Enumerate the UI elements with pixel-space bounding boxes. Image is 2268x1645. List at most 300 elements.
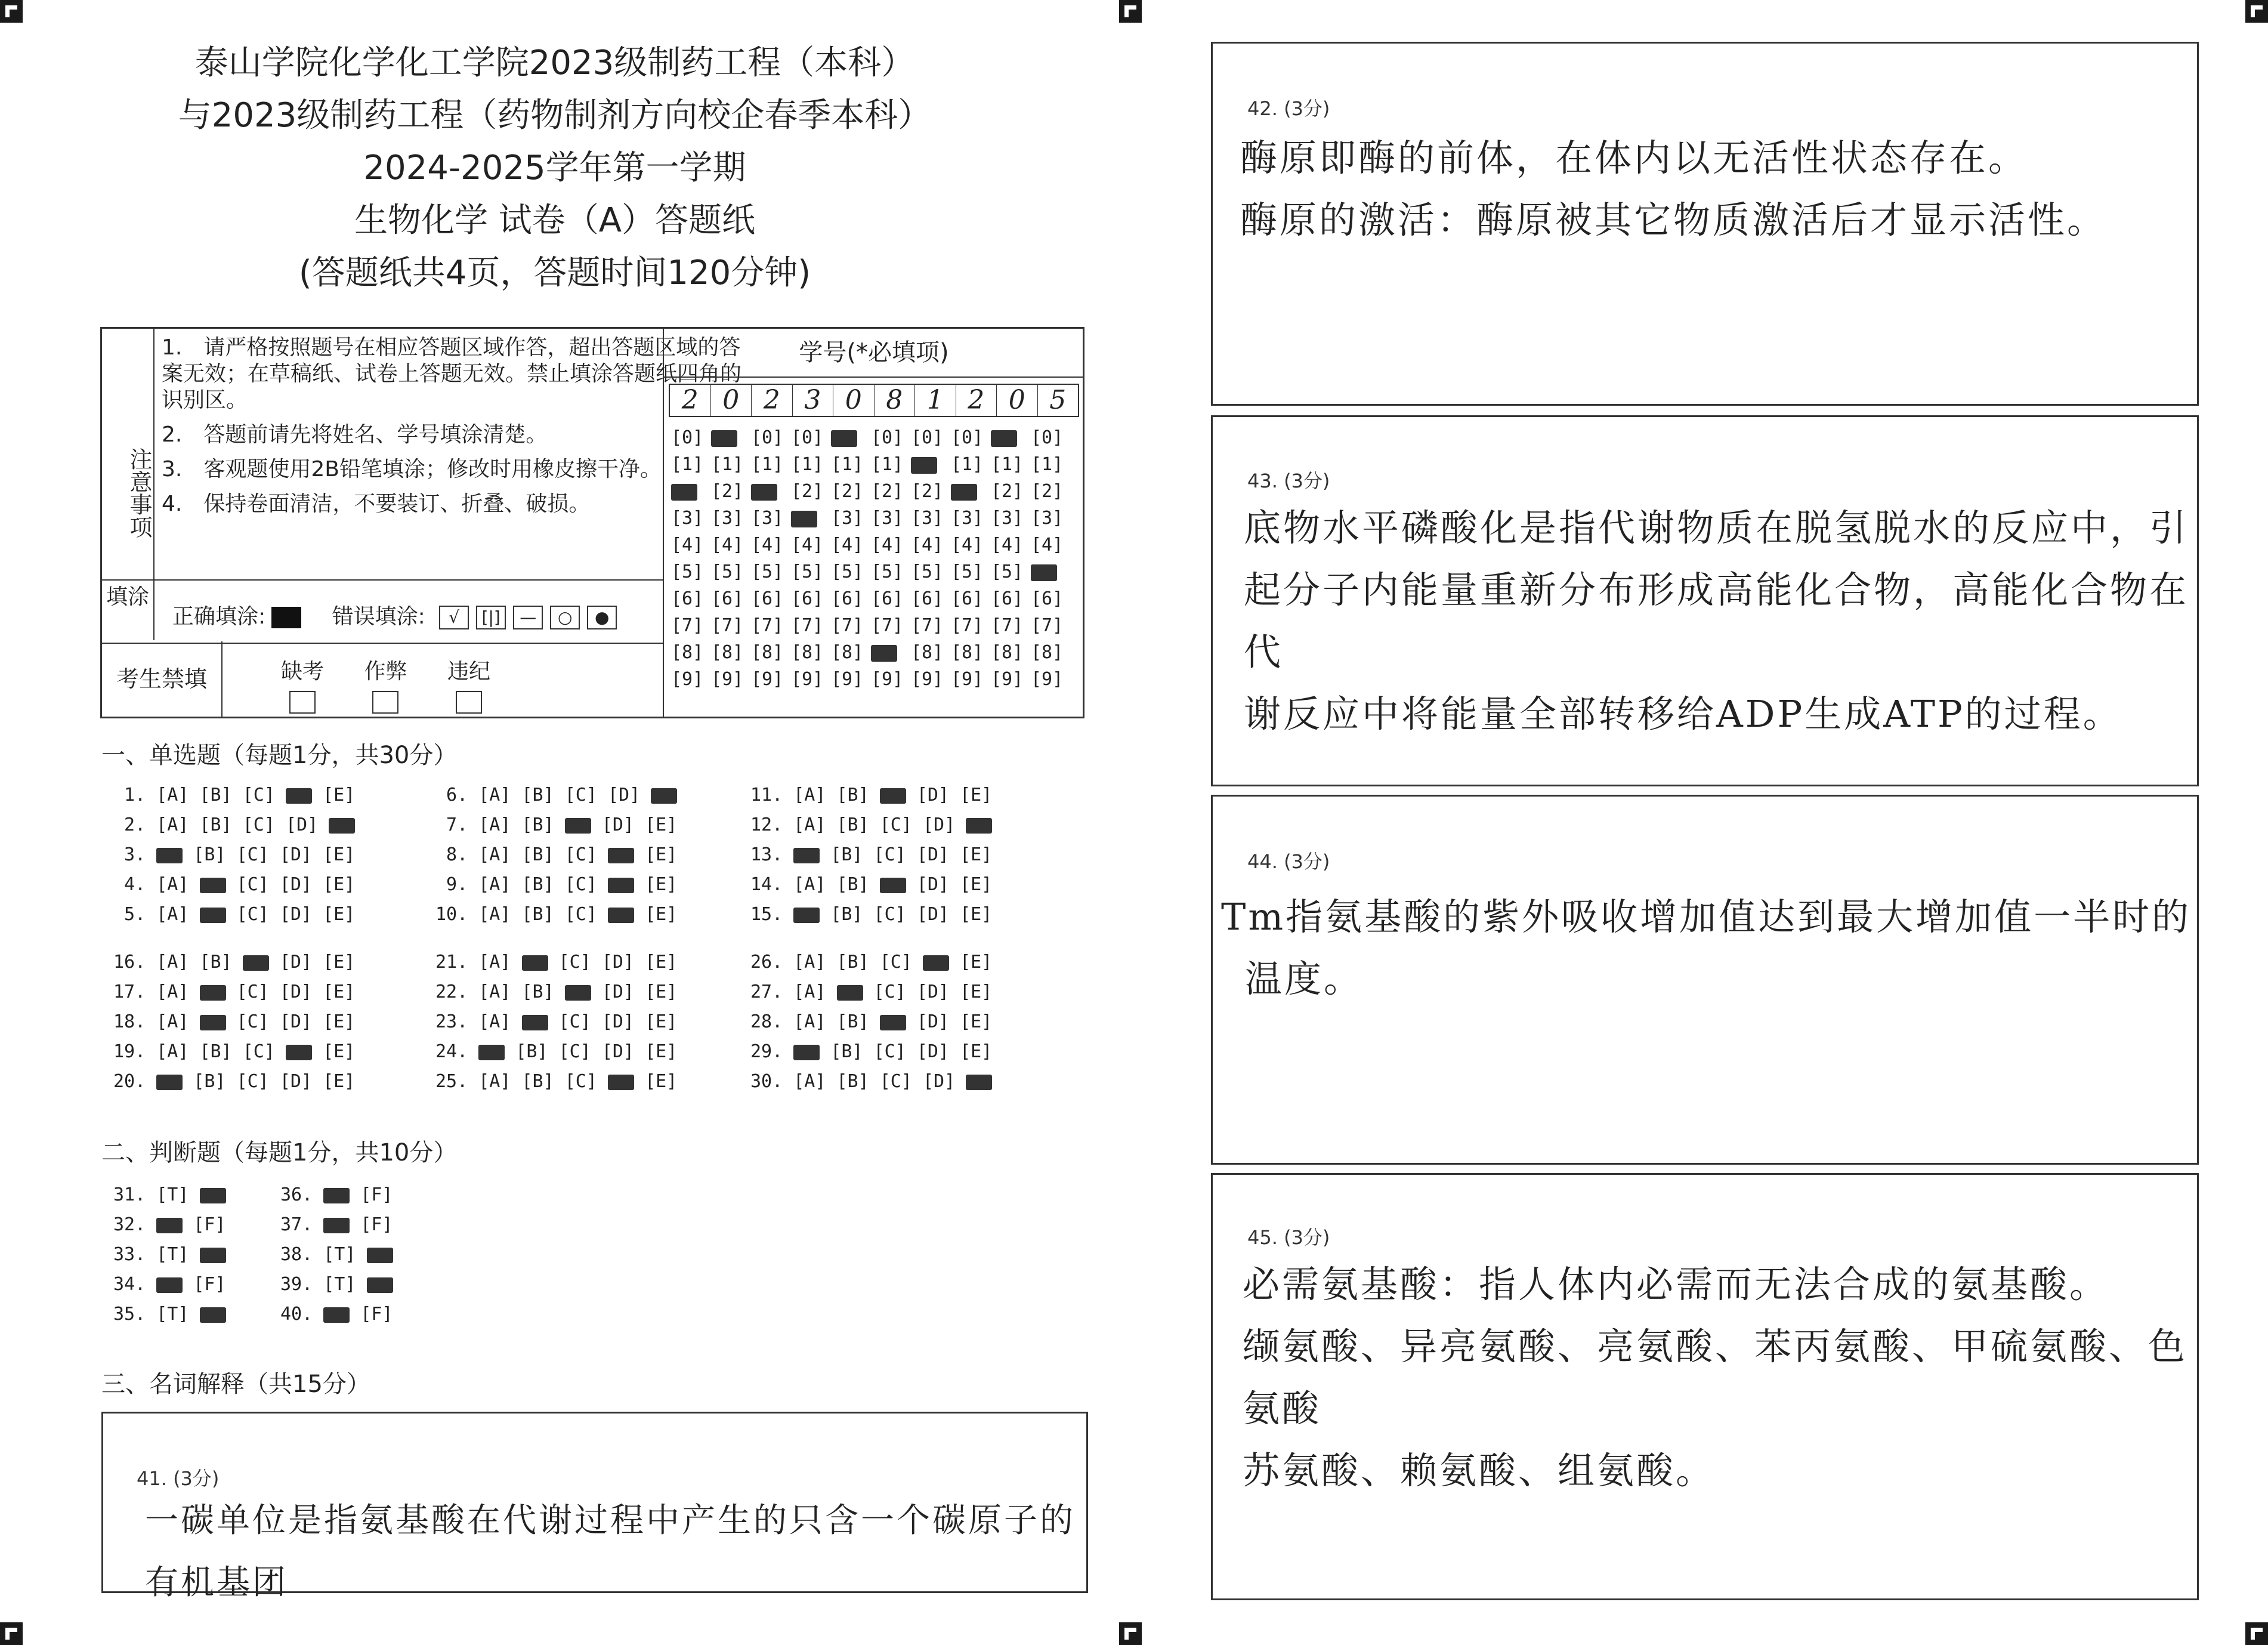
id-bubble[interactable]: [0] [951,427,984,448]
option-bubble[interactable]: [A] [793,952,826,973]
id-bubble[interactable]: [1] [831,454,864,475]
choice-row-2: 2. [A] [B] [C] [D] [113,810,366,840]
option-filled[interactable] [837,985,863,1001]
id-bubble[interactable]: [6] [1031,588,1064,609]
id-bubble[interactable]: [2] [911,481,944,502]
option-bubble[interactable]: [C] [236,1011,269,1032]
sheet-header [101,37,1008,300]
option-bubble[interactable]: [B] [193,1071,226,1092]
option-bubble[interactable]: [A] [793,785,826,805]
option-bubble[interactable]: [B] [199,952,232,973]
option-bubble[interactable]: [A] [793,814,826,835]
option-bubble[interactable]: [C] [242,814,275,835]
option-bubble[interactable]: [B] [193,844,226,865]
option-bubble[interactable]: [E] [960,874,993,895]
option-filled[interactable] [793,848,820,863]
id-bubble[interactable]: [1] [1031,454,1064,475]
id-bubble[interactable]: [5] [991,561,1024,582]
id-bubble-filled[interactable] [871,639,911,666]
id-bubble[interactable]: [7] [751,615,784,636]
id-bubble[interactable]: [9] [791,669,824,690]
id-bubble[interactable]: [0] [751,427,784,448]
id-bubble[interactable]: [3] [991,508,1024,529]
option-bubble[interactable]: [A] [478,844,511,865]
id-bubble[interactable]: [4] [751,535,784,555]
option-bubble[interactable]: [C] [236,982,269,1002]
option-filled[interactable] [323,1218,350,1233]
answer-box-45[interactable] [1211,1173,2199,1600]
option-bubble[interactable]: [C] [564,874,597,895]
id-bubble[interactable]: [7] [911,615,944,636]
option-bubble[interactable]: [B] [199,814,232,835]
option-filled[interactable] [200,908,226,923]
option-bubble[interactable]: [D] [923,814,956,835]
option-bubble[interactable]: [T] [156,1244,189,1265]
id-bubble[interactable]: [3] [871,508,904,529]
option-bubble[interactable]: [B] [199,785,232,805]
answer-box-44[interactable] [1211,795,2199,1165]
choice-row-19: 19. [A] [B] [C] [E] [113,1041,356,1062]
id-bubble[interactable]: [8] [671,642,704,663]
id-bubble[interactable]: [7] [1031,615,1064,636]
id-bubble[interactable]: [7] [951,615,984,636]
answer-box-43[interactable] [1211,415,2199,786]
id-bubble[interactable]: [5] [671,561,704,582]
id-bubble[interactable]: [6] [911,588,944,609]
id-bubble-filled[interactable] [951,478,991,505]
id-bubble[interactable]: [9] [751,669,784,690]
id-bubble[interactable]: [7] [671,615,704,636]
id-bubble[interactable]: [9] [911,669,944,690]
id-bubble[interactable]: [5] [951,561,984,582]
option-filled[interactable] [793,1045,820,1060]
option-bubble[interactable]: [D] [916,982,949,1002]
option-bubble[interactable]: [E] [960,952,993,973]
option-bubble[interactable]: [D] [608,785,641,805]
id-bubble[interactable]: [9] [871,669,904,690]
option-bubble[interactable]: [B] [830,1041,863,1062]
option-bubble[interactable]: [E] [645,874,678,895]
option-filled[interactable] [522,1015,548,1030]
id-bubble[interactable]: [5] [711,561,744,582]
option-filled[interactable] [966,818,992,834]
option-bubble[interactable]: [E] [960,785,993,805]
option-bubble[interactable]: [D] [279,874,312,895]
option-bubble[interactable]: [B] [836,785,869,805]
option-bubble[interactable]: [E] [323,844,356,865]
option-bubble[interactable]: [E] [323,1071,356,1092]
option-bubble[interactable]: [A] [478,874,511,895]
option-bubble[interactable]: [B] [521,814,554,835]
id-bubble[interactable]: [0] [871,427,904,448]
option-filled[interactable] [200,1188,226,1203]
option-bubble[interactable]: [B] [521,904,554,925]
option-filled[interactable] [286,788,312,804]
id-bubble[interactable]: [2] [831,481,864,502]
id-bubble[interactable]: [6] [831,588,864,609]
option-filled[interactable] [329,818,355,834]
id-bubble-filled[interactable] [791,505,831,532]
id-bubble-row [671,639,1079,666]
option-bubble[interactable]: [A] [478,814,511,835]
option-bubble[interactable]: [D] [916,904,949,925]
option-filled[interactable] [565,985,591,1001]
option-bubble[interactable]: [A] [156,1041,189,1062]
option-bubble[interactable]: [T] [323,1244,356,1265]
option-bubble[interactable]: [D] [279,844,312,865]
option-bubble[interactable]: [B] [521,982,554,1002]
option-bubble[interactable]: [D] [601,1011,634,1032]
option-bubble[interactable]: [C] [242,785,275,805]
option-bubble[interactable]: [F] [193,1214,226,1235]
option-bubble[interactable]: [D] [916,1041,949,1062]
option-bubble[interactable]: [D] [923,1071,956,1092]
choice-column [435,948,688,1097]
id-bubble[interactable]: [6] [751,588,784,609]
id-bubble-filled[interactable] [831,424,871,451]
option-bubble[interactable]: [C] [236,904,269,925]
id-bubble[interactable]: [1] [791,454,824,475]
option-bubble[interactable]: [E] [960,1041,993,1062]
option-filled[interactable] [200,1307,226,1323]
option-filled[interactable] [565,818,591,834]
corner-marker-top-left [0,0,23,23]
id-bubble[interactable]: [7] [831,615,864,636]
id-bubble[interactable]: [3] [751,508,784,529]
option-filled[interactable] [286,1045,312,1060]
option-bubble[interactable]: [C] [879,952,912,973]
option-bubble[interactable]: [B] [836,1071,869,1092]
option-bubble[interactable]: [F] [193,1274,226,1295]
option-bubble[interactable]: [A] [793,982,826,1002]
id-bubble-filled[interactable] [1031,558,1071,585]
checkbox[interactable] [372,691,398,714]
option-bubble[interactable]: [B] [521,874,554,895]
option-bubble[interactable]: [A] [156,982,189,1002]
id-bubble[interactable]: [3] [711,508,744,529]
id-bubble[interactable]: [2] [1031,481,1064,502]
option-filled[interactable] [200,1248,226,1263]
option-bubble[interactable]: [E] [323,874,356,895]
option-bubble[interactable]: [E] [645,844,678,865]
option-filled[interactable] [651,788,677,804]
option-filled[interactable] [880,878,906,893]
id-bubble[interactable]: [1] [991,454,1024,475]
option-bubble[interactable]: [D] [279,952,312,973]
id-bubble[interactable]: [0] [1031,427,1064,448]
option-bubble[interactable]: [E] [645,952,678,973]
id-bubble[interactable]: [9] [1031,669,1064,690]
option-bubble[interactable]: [B] [836,814,869,835]
option-bubble[interactable]: [E] [960,904,993,925]
id-bubble[interactable]: [2] [711,481,744,502]
option-bubble[interactable]: [B] [830,844,863,865]
option-filled[interactable] [200,1015,226,1030]
id-bubble[interactable]: [3] [831,508,864,529]
option-filled[interactable] [478,1045,505,1060]
option-filled[interactable] [522,955,548,971]
option-filled[interactable] [243,955,269,971]
option-cheating[interactable]: 作弊 [364,655,407,714]
id-bubble[interactable]: [5] [911,561,944,582]
id-bubble[interactable]: [4] [791,535,824,555]
option-violation[interactable]: 违纪 [447,655,490,714]
option-bubble[interactable]: [T] [156,1184,189,1205]
option-bubble[interactable]: [D] [601,814,634,835]
option-bubble[interactable]: [A] [478,982,511,1002]
option-bubble[interactable]: [E] [645,1011,678,1032]
option-bubble[interactable]: [A] [156,904,189,925]
student-id-digit: 5 [1049,385,1067,415]
option-filled[interactable] [880,788,906,804]
option-bubble[interactable]: [D] [916,844,949,865]
id-bubble[interactable]: [4] [991,535,1024,555]
id-bubble-filled[interactable] [911,451,951,478]
option-bubble[interactable]: [F] [360,1214,393,1235]
option-bubble[interactable]: [D] [916,874,949,895]
choice-row-20: 20. [B] [C] [D] [E] [113,1071,356,1092]
id-bubble[interactable]: [6] [791,588,824,609]
option-bubble[interactable]: [D] [916,785,949,805]
id-bubble[interactable]: [0] [911,427,944,448]
id-bubble[interactable]: [6] [711,588,744,609]
id-bubble[interactable]: [2] [871,481,904,502]
id-bubble[interactable]: [9] [711,669,744,690]
id-bubble[interactable]: [7] [711,615,744,636]
option-bubble[interactable]: [B] [199,1041,232,1062]
option-filled[interactable] [367,1248,393,1263]
id-bubble[interactable]: [6] [951,588,984,609]
option-bubble[interactable]: [D] [279,1071,312,1092]
option-filled[interactable] [608,1075,634,1090]
option-bubble[interactable]: [B] [521,844,554,865]
id-bubble-filled[interactable] [751,478,791,505]
option-bubble[interactable]: [A] [156,1011,189,1032]
option-bubble[interactable]: [C] [564,785,597,805]
option-filled[interactable] [156,848,183,863]
option-bubble[interactable]: [T] [156,1304,189,1325]
option-bubble[interactable]: [C] [236,1071,269,1092]
id-bubble-filled[interactable] [671,478,711,505]
option-bubble[interactable]: [C] [236,874,269,895]
option-absent[interactable]: 缺考 [281,655,324,714]
option-bubble[interactable]: [C] [242,1041,275,1062]
id-bubble[interactable]: [8] [951,642,984,663]
id-bubble[interactable]: [4] [1031,535,1064,555]
student-id-digit: 3 [793,385,834,416]
option-bubble[interactable]: [C] [564,1071,597,1092]
option-bubble[interactable]: [D] [279,1011,312,1032]
id-bubble[interactable]: [5] [791,561,824,582]
option-filled[interactable] [966,1075,992,1090]
id-bubble[interactable]: [8] [1031,642,1064,663]
option-bubble[interactable]: [B] [521,1071,554,1092]
option-filled[interactable] [156,1218,183,1233]
option-filled[interactable] [200,878,226,893]
id-bubble[interactable]: [7] [791,615,824,636]
option-bubble[interactable]: [C] [564,904,597,925]
option-bubble[interactable]: [A] [156,952,189,973]
option-bubble[interactable]: [E] [645,1041,678,1062]
option-bubble[interactable]: [D] [279,982,312,1002]
option-bubble[interactable]: [D] [916,1011,949,1032]
option-bubble[interactable]: [A] [793,1011,826,1032]
option-bubble[interactable]: [E] [960,1011,993,1032]
option-bubble[interactable]: [B] [836,874,869,895]
option-bubble[interactable]: [C] [873,844,906,865]
id-bubble[interactable]: [4] [911,535,944,555]
wrong-mark: ● [587,606,617,629]
option-bubble[interactable]: [C] [873,982,906,1002]
choice-column [750,948,1003,1097]
id-bubble[interactable]: [8] [791,642,824,663]
option-bubble[interactable]: [D] [601,952,634,973]
id-bubble[interactable]: [5] [871,561,904,582]
id-bubble[interactable]: [0] [671,427,704,448]
option-bubble[interactable]: [C] [558,1011,591,1032]
choice-row-30: 30. [A] [B] [C] [D] [750,1067,1003,1097]
id-bubble[interactable]: [8] [711,642,744,663]
id-bubble[interactable]: [4] [711,535,744,555]
option-bubble[interactable]: [C] [564,844,597,865]
id-bubble[interactable]: [3] [671,508,704,529]
id-bubble[interactable]: [7] [871,615,904,636]
option-bubble[interactable]: [E] [960,982,993,1002]
fill-example-row [102,579,663,644]
option-filled[interactable] [323,1188,350,1203]
id-bubble[interactable]: [9] [671,669,704,690]
option-bubble[interactable]: [C] [873,904,906,925]
student-id-digit: 0 [711,385,752,416]
id-bubble[interactable]: [9] [951,669,984,690]
option-bubble[interactable]: [C] [558,1041,591,1062]
id-bubble[interactable]: [5] [831,561,864,582]
id-bubble-filled[interactable] [711,424,751,451]
option-bubble[interactable]: [A] [793,1071,826,1092]
option-bubble[interactable]: [B] [830,904,863,925]
option-filled[interactable] [880,1015,906,1030]
option-bubble[interactable]: [D] [601,1041,634,1062]
id-bubble[interactable]: [3] [1031,508,1064,529]
id-bubble[interactable]: [3] [911,508,944,529]
note-item: 3. 客观题使用2B铅笔填涂；修改时用橡皮擦干净。 [162,457,662,482]
option-bubble[interactable]: [C] [879,1071,912,1092]
option-bubble[interactable]: [E] [323,1041,356,1062]
choice-column [750,780,1003,930]
option-bubble[interactable]: [A] [478,952,511,973]
id-bubble[interactable]: [7] [991,615,1024,636]
option-bubble[interactable]: [C] [879,814,912,835]
option-filled[interactable] [608,878,634,893]
option-bubble[interactable]: [E] [323,904,356,925]
option-bubble[interactable]: [D] [601,982,634,1002]
option-filled[interactable] [200,985,226,1001]
option-bubble[interactable]: [B] [836,1011,869,1032]
notes-label: 注意事项 [102,329,155,579]
id-bubble[interactable]: [4] [951,535,984,555]
option-bubble[interactable]: [B] [521,785,554,805]
id-bubble[interactable]: [1] [711,454,744,475]
option-bubble[interactable]: [A] [156,874,189,895]
id-bubble[interactable]: [8] [751,642,784,663]
id-bubble[interactable]: [1] [671,454,704,475]
id-bubble[interactable]: [4] [671,535,704,555]
id-bubble[interactable]: [6] [871,588,904,609]
id-bubble[interactable]: [1] [751,454,784,475]
option-bubble[interactable]: [B] [515,1041,548,1062]
section-true-false-title: 二、判断题（每题1分，共10分） [101,1139,458,1166]
option-bubble[interactable]: [A] [478,1011,511,1032]
option-bubble[interactable]: [E] [323,952,356,973]
id-bubble[interactable]: [8] [991,642,1024,663]
id-bubble[interactable]: [1] [951,454,984,475]
option-bubble[interactable]: [D] [286,814,319,835]
id-bubble[interactable]: [4] [831,535,864,555]
option-bubble[interactable]: [E] [323,1011,356,1032]
option-filled[interactable] [608,848,634,863]
option-bubble[interactable]: [C] [558,952,591,973]
id-bubble[interactable]: [9] [831,669,864,690]
option-filled[interactable] [156,1277,183,1293]
option-bubble[interactable]: [E] [645,904,678,925]
id-bubble[interactable]: [3] [951,508,984,529]
option-bubble[interactable]: [F] [360,1184,393,1205]
option-filled[interactable] [793,908,820,923]
option-bubble[interactable]: [A] [478,1071,511,1092]
id-bubble[interactable]: [8] [831,642,864,663]
id-bubble[interactable]: [8] [911,642,944,663]
option-bubble[interactable]: [A] [478,785,511,805]
option-bubble[interactable]: [T] [323,1274,356,1295]
answer-box-41[interactable] [101,1412,1088,1602]
option-bubble[interactable]: [E] [323,785,356,805]
id-bubble[interactable]: [2] [791,481,824,502]
option-bubble[interactable]: [E] [645,814,678,835]
option-bubble[interactable]: [D] [279,904,312,925]
option-bubble[interactable]: [E] [645,982,678,1002]
option-filled[interactable] [923,955,949,971]
id-bubble[interactable]: [5] [751,561,784,582]
checkbox[interactable] [456,691,482,714]
option-bubble[interactable]: [C] [236,844,269,865]
id-bubble[interactable]: [1] [871,454,904,475]
option-bubble[interactable]: [A] [156,814,189,835]
option-bubble[interactable]: [A] [156,785,189,805]
id-bubble[interactable]: [4] [871,535,904,555]
id-bubble[interactable]: [6] [671,588,704,609]
option-bubble[interactable]: [E] [323,982,356,1002]
id-bubble[interactable]: [6] [991,588,1024,609]
handwritten-answer [1221,886,2191,1010]
id-bubble[interactable]: [0] [791,427,824,448]
option-filled[interactable] [367,1277,393,1293]
option-bubble[interactable]: [F] [360,1304,393,1325]
option-filled[interactable] [156,1075,183,1090]
option-filled[interactable] [323,1307,350,1323]
option-bubble[interactable]: [A] [478,904,511,925]
id-bubble[interactable]: [9] [991,669,1024,690]
id-bubble-filled[interactable] [991,424,1031,451]
option-bubble[interactable]: [E] [960,844,993,865]
id-bubble[interactable]: [2] [991,481,1024,502]
option-bubble[interactable]: [A] [793,874,826,895]
option-bubble[interactable]: [E] [645,1071,678,1092]
option-filled[interactable] [608,908,634,923]
option-bubble[interactable]: [B] [836,952,869,973]
option-bubble[interactable]: [C] [873,1041,906,1062]
checkbox[interactable] [289,691,316,714]
answer-box-42[interactable] [1211,42,2199,406]
